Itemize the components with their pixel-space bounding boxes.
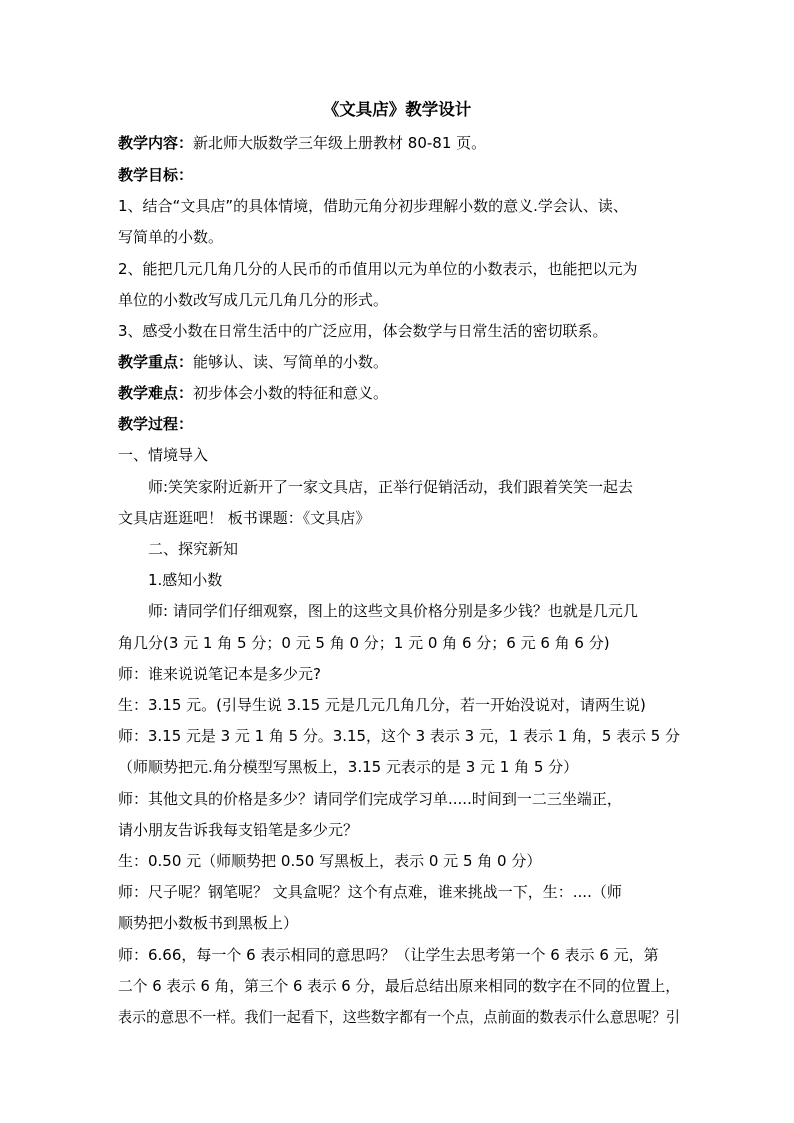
paragraph-1-line-2: 文具店逛逛吧！ 板书课题：《文具店》	[118, 509, 371, 527]
paragraph-2-line-2: 角几分(3 元 1 角 5 分；0 元 5 角 0 分；1 元 0 角 6 分；6 元 6 角 6 分)	[118, 634, 610, 652]
paragraph-6-line-2: 请小朋友告诉我每支铅笔是多少元？	[118, 821, 359, 839]
document-title: 《文具店》教学设计	[322, 100, 472, 119]
teaching-process-heading: 教学过程：	[118, 415, 194, 433]
teaching-difficulty-label: 教学难点：	[118, 384, 194, 402]
paragraph-5-line-1: 师：3.15 元是 3 元 1 角 5 分。3.15，这个 3 表示 3 元，1 表示 1 角，5 表示 5 分	[118, 727, 681, 745]
paragraph-5-line-2: （师顺势把元.角分模型写黑板上，3.15 元表示的是 3 元 1 角 5 分）	[118, 758, 579, 776]
paragraph-9-line-2: 二个 6 表示 6 角，第三个 6 表示 6 分，最后总结出原来相同的数字在不同的位置上，	[118, 977, 681, 995]
goal-2-line-2: 单位的小数改写成几元几角几分的形式。	[118, 291, 389, 309]
goal-2-line-1: 2、能把几元几角几分的人民币的币值用以元为单位的小数表示，也能把以元为	[118, 260, 638, 278]
paragraph-3: 师：谁来说说笔记本是多少元?	[118, 665, 321, 683]
paragraph-4: 生：3.15 元。(引导生说 3.15 元是几元几角几分，若一开始没说对，请两生说)	[118, 696, 646, 714]
section-1-heading: 一、情境导入	[118, 446, 209, 464]
teaching-key-line	[118, 351, 388, 373]
teaching-difficulty-line	[118, 382, 388, 404]
teaching-content-label: 教学内容：	[118, 134, 194, 152]
paragraph-8-line-2: 顺势把小数板书到黑板上）	[118, 914, 299, 932]
paragraph-7: 生：0.50 元（师顺势把 0.50 写黑板上，表示 0 元 5 角 0 分）	[118, 852, 542, 870]
teaching-key-text: 能够认、读、写简单的小数。	[193, 353, 389, 371]
section-2-heading: 二、探究新知	[148, 540, 239, 558]
paragraph-6-line-1: 师：其他文具的价格是多少？请同学们完成学习单.....时间到一二三坐端正，	[118, 790, 622, 808]
teaching-content-line	[118, 132, 486, 154]
teaching-key-label: 教学重点：	[118, 353, 194, 371]
teaching-content-text: 新北师大版数学三年级上册教材 80-81 页。	[193, 134, 487, 152]
paragraph-8-line-1: 师：尺子呢？钢笔呢？ 文具盒呢？这个有点难，谁来挑战一下，生：....（师	[118, 883, 622, 901]
paragraph-2-line-1: 师: 请同学们仔细观察，图上的这些文具价格分别是多少钱？也就是几元几	[148, 602, 638, 620]
goal-1-line-1: 1、结合“文具店”的具体情境，借助元角分初步理解小数的意义.学会认、读、	[118, 197, 628, 215]
teaching-goals-heading: 教学目标：	[118, 166, 194, 184]
paragraph-1-line-1: 师:笑笑家附近新开了一家文具店，正举行促销活动，我们跟着笑笑一起去	[148, 478, 634, 496]
paragraph-9-line-1: 师：6.66，每一个 6 表示相同的意思吗？（让学生去思考第一个 6 表示 6 元，第	[118, 946, 659, 964]
teaching-difficulty-text: 初步体会小数的特征和意义。	[193, 384, 389, 402]
paragraph-9-line-3: 表示的意思不一样。我们一起看下，这些数字都有一个点，点前面的数表示什么意思呢？引	[118, 1008, 680, 1026]
goal-1-line-2: 写简单的小数。	[118, 228, 224, 246]
subsection-1-heading: 1.感知小数	[148, 571, 223, 589]
goal-3-line: 3、感受小数在日常生活中的广泛应用，体会数学与日常生活的密切联系。	[118, 322, 608, 340]
